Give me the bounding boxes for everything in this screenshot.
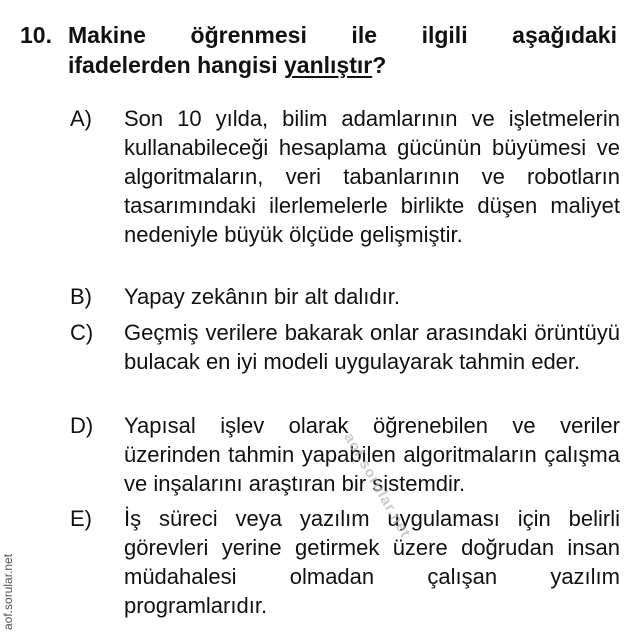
- question-line-1: Makine öğrenmesi ile ilgili aşağıdaki: [68, 22, 617, 48]
- option-a-letter: A): [70, 106, 92, 131]
- option-e[interactable]: [70, 504, 620, 620]
- option-b[interactable]: [70, 282, 620, 311]
- option-a[interactable]: [70, 104, 620, 249]
- option-d[interactable]: [70, 411, 620, 498]
- option-c-text: Geçmiş verilere bakarak onlar arasındaki örüntüyü bulacak en iyi modeli uygulayarak tahmin eder.: [124, 320, 620, 374]
- option-e-letter: E): [70, 506, 92, 531]
- option-c[interactable]: [70, 318, 620, 376]
- question-number: 10.: [20, 22, 52, 48]
- question-keyword: yanlıştır: [284, 52, 373, 78]
- option-b-letter: B): [70, 284, 92, 309]
- option-e-text: İş süreci veya yazılım uygulaması için belirli görevleri yerine getirmek üzere doğrudan insan müdahalesi olmadan çalışan yazılım programlarıdır.: [124, 506, 620, 618]
- option-c-letter: C): [70, 320, 94, 345]
- option-d-letter: D): [70, 413, 94, 438]
- question-line-2-prefix: ifadelerden hangisi: [68, 52, 284, 78]
- side-label: aof.sorular.net: [1, 553, 15, 630]
- watermark: aof.sorular.net: [340, 430, 415, 542]
- option-d-text: Yapısal işlev olarak öğrenebilen ve veriler üzerinden tahmin yapabilen algoritmaların çalışma ve inşalarını araştıran bir sistemdir.: [124, 413, 620, 496]
- question-line-2-suffix: ?: [372, 52, 387, 78]
- question-stem: [68, 20, 617, 80]
- option-a-text: Son 10 yılda, bilim adamlarının ve işletmelerin kullanabileceği hesaplama gücünün büyümesi ve algoritmaların, veri tabanlarının ve robotların tasarımındaki ilerlemelerle birlikte düşen maliyet nedeniyle büyük ölçüde gelişmiştir.: [124, 106, 620, 247]
- option-b-text: Yapay zekânın bir alt dalıdır.: [124, 284, 400, 309]
